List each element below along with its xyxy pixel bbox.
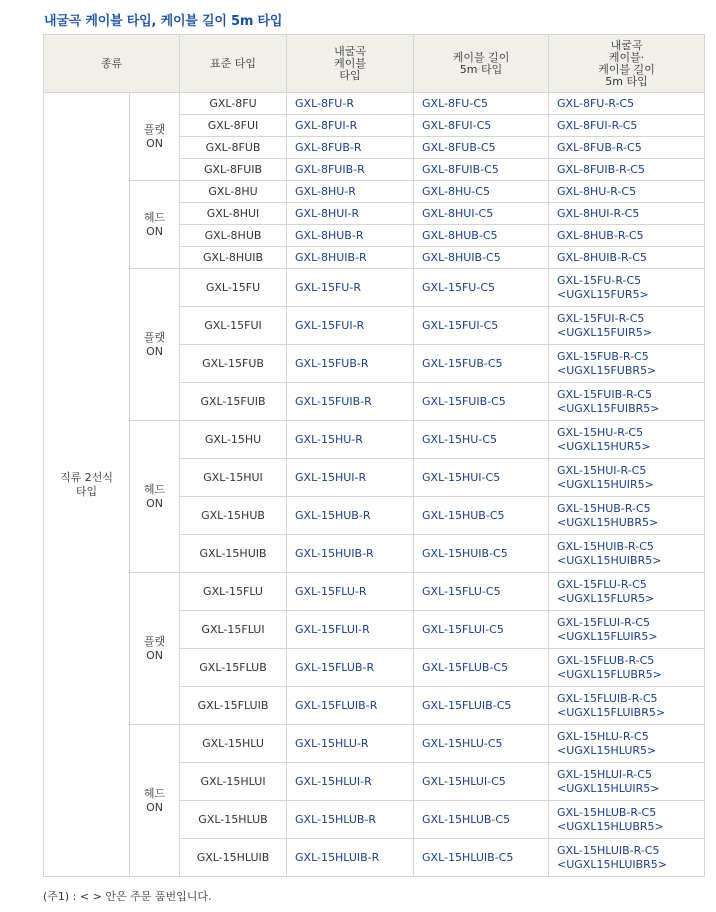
flex-model-cell: GXL-15FLU-R bbox=[287, 573, 414, 611]
order-code: <UGXL15HUBR5> bbox=[557, 515, 659, 529]
flex-model-cell: GXL-8HU-R bbox=[287, 181, 414, 203]
len5-model-cell: GXL-15HLUB-C5 bbox=[414, 801, 549, 839]
len5-model-cell: GXL-15FLUB-C5 bbox=[414, 649, 549, 687]
subgroup-cell: 플랫 ON bbox=[130, 269, 180, 421]
standard-model-cell: GXL-15HLUIB bbox=[180, 839, 287, 877]
flex-model-cell: GXL-8HUI-R bbox=[287, 203, 414, 225]
standard-model-cell: GXL-15FLU bbox=[180, 573, 287, 611]
flex-len5-model-cell: GXL-15HUIB-R-C5 <UGXL15HUIBR5> bbox=[549, 535, 705, 573]
flex-model-cell: GXL-8FUIB-R bbox=[287, 159, 414, 181]
len5-model-cell: GXL-15HU-C5 bbox=[414, 421, 549, 459]
flex-len5-model-cell: GXL-15FLUIB-R-C5 <UGXL15FLUIBR5> bbox=[549, 687, 705, 725]
flex-len5-model-cell: GXL-8FUB-R-C5 bbox=[549, 137, 705, 159]
order-code: <UGXL15FLUIR5> bbox=[557, 629, 658, 643]
table-row bbox=[44, 181, 705, 203]
standard-model-cell: GXL-8HUIB bbox=[180, 247, 287, 269]
order-code: <UGXL15HUIR5> bbox=[557, 477, 654, 491]
flex-len5-model-cell: GXL-15FLUB-R-C5 <UGXL15FLUBR5> bbox=[549, 649, 705, 687]
len5-model-cell: GXL-8FUI-C5 bbox=[414, 115, 549, 137]
len5-model-cell: GXL-8FUIB-C5 bbox=[414, 159, 549, 181]
flex-len5-model-cell: GXL-15FUB-R-C5 <UGXL15FUBR5> bbox=[549, 345, 705, 383]
len5-model-cell: GXL-15HUB-C5 bbox=[414, 497, 549, 535]
len5-model-cell: GXL-8FU-C5 bbox=[414, 93, 549, 115]
standard-model-cell: GXL-15FU bbox=[180, 269, 287, 307]
len5-model-cell: GXL-15HUIB-C5 bbox=[414, 535, 549, 573]
flex-len5-model-cell: GXL-15FLUI-R-C5 <UGXL15FLUIR5> bbox=[549, 611, 705, 649]
model-table bbox=[43, 34, 705, 877]
order-code: <UGXL15HLUIBR5> bbox=[557, 857, 668, 871]
group-cell: 직류 2선식 타입 bbox=[44, 93, 130, 877]
flex-len5-model-cell: GXL-8FUIB-R-C5 bbox=[549, 159, 705, 181]
flex-model-cell: GXL-8HUIB-R bbox=[287, 247, 414, 269]
subgroup-cell: 헤드 ON bbox=[130, 725, 180, 877]
standard-model-cell: GXL-8FUB bbox=[180, 137, 287, 159]
flex-model-cell: GXL-15HUIB-R bbox=[287, 535, 414, 573]
len5-model-cell: GXL-15FUI-C5 bbox=[414, 307, 549, 345]
table-row bbox=[44, 421, 705, 459]
order-code: <UGXL15HLUBR5> bbox=[557, 819, 664, 833]
flex-model-cell: GXL-15HUI-R bbox=[287, 459, 414, 497]
len5-model-cell: GXL-8FUB-C5 bbox=[414, 137, 549, 159]
order-code: <UGXL15FLUR5> bbox=[557, 591, 655, 605]
order-code: <UGXL15HLUIR5> bbox=[557, 781, 660, 795]
standard-model-cell: GXL-15HU bbox=[180, 421, 287, 459]
flex-len5-model-cell: GXL-8HUIB-R-C5 bbox=[549, 247, 705, 269]
order-code: <UGXL15FLUBR5> bbox=[557, 667, 662, 681]
flex-len5-model-cell: GXL-15HUB-R-C5 <UGXL15HUBR5> bbox=[549, 497, 705, 535]
subgroup-cell: 헤드 ON bbox=[130, 421, 180, 573]
flex-model-cell: GXL-15FLUIB-R bbox=[287, 687, 414, 725]
flex-model-cell: GXL-15HLUIB-R bbox=[287, 839, 414, 877]
standard-model-cell: GXL-15FLUB bbox=[180, 649, 287, 687]
standard-model-cell: GXL-8FUIB bbox=[180, 159, 287, 181]
flex-len5-model-cell: GXL-15HLUIB-R-C5 <UGXL15HLUIBR5> bbox=[549, 839, 705, 877]
flex-model-cell: GXL-15HU-R bbox=[287, 421, 414, 459]
flex-len5-model-cell: GXL-15HUI-R-C5 <UGXL15HUIR5> bbox=[549, 459, 705, 497]
flex-model-cell: GXL-8FUB-R bbox=[287, 137, 414, 159]
footnote: (주1) : < > 안은 주문 품번입니다. bbox=[43, 890, 212, 903]
standard-model-cell: GXL-15FUIB bbox=[180, 383, 287, 421]
len5-model-cell: GXL-15FLU-C5 bbox=[414, 573, 549, 611]
order-code: <UGXL15FLUIBR5> bbox=[557, 705, 666, 719]
header-flex-len5: 내굴곡 케이블· 케이블 길이 5m 타입 bbox=[549, 35, 705, 93]
standard-model-cell: GXL-15HUI bbox=[180, 459, 287, 497]
len5-model-cell: GXL-15FU-C5 bbox=[414, 269, 549, 307]
len5-model-cell: GXL-15HLUI-C5 bbox=[414, 763, 549, 801]
standard-model-cell: GXL-15FLUIB bbox=[180, 687, 287, 725]
order-code: <UGXL15FUR5> bbox=[557, 287, 649, 301]
len5-model-cell: GXL-15HUI-C5 bbox=[414, 459, 549, 497]
len5-model-cell: GXL-15HLU-C5 bbox=[414, 725, 549, 763]
standard-model-cell: GXL-8HUI bbox=[180, 203, 287, 225]
len5-model-cell: GXL-8HU-C5 bbox=[414, 181, 549, 203]
standard-model-cell: GXL-8FUI bbox=[180, 115, 287, 137]
standard-model-cell: GXL-15HLU bbox=[180, 725, 287, 763]
order-code: <UGXL15HUIBR5> bbox=[557, 553, 662, 567]
order-code: <UGXL15FUIBR5> bbox=[557, 401, 660, 415]
flex-model-cell: GXL-15HLU-R bbox=[287, 725, 414, 763]
header-flex: 내굴곡 케이블 타입 bbox=[287, 35, 414, 93]
standard-model-cell: GXL-15HLUB bbox=[180, 801, 287, 839]
flex-model-cell: GXL-15FU-R bbox=[287, 269, 414, 307]
flex-len5-model-cell: GXL-8FUI-R-C5 bbox=[549, 115, 705, 137]
subgroup-cell: 플랫 ON bbox=[130, 573, 180, 725]
flex-len5-model-cell: GXL-15HU-R-C5 <UGXL15HUR5> bbox=[549, 421, 705, 459]
subgroup-cell: 헤드 ON bbox=[130, 181, 180, 269]
flex-model-cell: GXL-15FUI-R bbox=[287, 307, 414, 345]
standard-model-cell: GXL-15HLUI bbox=[180, 763, 287, 801]
header-len5: 케이블 길이 5m 타입 bbox=[414, 35, 549, 93]
len5-model-cell: GXL-15HLUIB-C5 bbox=[414, 839, 549, 877]
flex-len5-model-cell: GXL-15HLUI-R-C5 <UGXL15HLUIR5> bbox=[549, 763, 705, 801]
standard-model-cell: GXL-15HUB bbox=[180, 497, 287, 535]
standard-model-cell: GXL-15FUI bbox=[180, 307, 287, 345]
order-code: <UGXL15HLUR5> bbox=[557, 743, 657, 757]
flex-len5-model-cell: GXL-15FU-R-C5 <UGXL15FUR5> bbox=[549, 269, 705, 307]
flex-len5-model-cell: GXL-8HUB-R-C5 bbox=[549, 225, 705, 247]
table-row bbox=[44, 573, 705, 611]
table-body bbox=[44, 93, 705, 877]
len5-model-cell: GXL-15FUB-C5 bbox=[414, 345, 549, 383]
flex-len5-model-cell: GXL-15FLU-R-C5 <UGXL15FLUR5> bbox=[549, 573, 705, 611]
standard-model-cell: GXL-8FU bbox=[180, 93, 287, 115]
standard-model-cell: GXL-15HUIB bbox=[180, 535, 287, 573]
flex-len5-model-cell: GXL-15FUIB-R-C5 <UGXL15FUIBR5> bbox=[549, 383, 705, 421]
table-row bbox=[44, 269, 705, 307]
standard-model-cell: GXL-15FLUI bbox=[180, 611, 287, 649]
len5-model-cell: GXL-8HUI-C5 bbox=[414, 203, 549, 225]
flex-model-cell: GXL-15FUIB-R bbox=[287, 383, 414, 421]
order-code: <UGXL15FUIR5> bbox=[557, 325, 652, 339]
header-standard: 표준 타입 bbox=[180, 35, 287, 93]
page-title: 내굴곡 케이블 타입, 케이블 길이 5m 타입 bbox=[44, 14, 283, 29]
flex-len5-model-cell: GXL-15HLU-R-C5 <UGXL15HLUR5> bbox=[549, 725, 705, 763]
flex-len5-model-cell: GXL-8FU-R-C5 bbox=[549, 93, 705, 115]
len5-model-cell: GXL-15FUIB-C5 bbox=[414, 383, 549, 421]
flex-len5-model-cell: GXL-8HU-R-C5 bbox=[549, 181, 705, 203]
subgroup-cell: 플랫 ON bbox=[130, 93, 180, 181]
flex-model-cell: GXL-15HUB-R bbox=[287, 497, 414, 535]
flex-model-cell: GXL-15HLUI-R bbox=[287, 763, 414, 801]
table-row bbox=[44, 93, 705, 115]
flex-model-cell: GXL-8FUI-R bbox=[287, 115, 414, 137]
header-row bbox=[44, 35, 705, 93]
flex-len5-model-cell: GXL-8HUI-R-C5 bbox=[549, 203, 705, 225]
len5-model-cell: GXL-15FLUIB-C5 bbox=[414, 687, 549, 725]
flex-model-cell: GXL-15FLUB-R bbox=[287, 649, 414, 687]
standard-model-cell: GXL-8HU bbox=[180, 181, 287, 203]
standard-model-cell: GXL-8HUB bbox=[180, 225, 287, 247]
len5-model-cell: GXL-8HUB-C5 bbox=[414, 225, 549, 247]
flex-model-cell: GXL-8HUB-R bbox=[287, 225, 414, 247]
standard-model-cell: GXL-15FUB bbox=[180, 345, 287, 383]
header-kind: 종류 bbox=[44, 35, 180, 93]
table-row bbox=[44, 725, 705, 763]
order-code: <UGXL15FUBR5> bbox=[557, 363, 657, 377]
flex-model-cell: GXL-15HLUB-R bbox=[287, 801, 414, 839]
flex-model-cell: GXL-8FU-R bbox=[287, 93, 414, 115]
flex-model-cell: GXL-15FUB-R bbox=[287, 345, 414, 383]
len5-model-cell: GXL-15FLUI-C5 bbox=[414, 611, 549, 649]
len5-model-cell: GXL-8HUIB-C5 bbox=[414, 247, 549, 269]
order-code: <UGXL15HUR5> bbox=[557, 439, 651, 453]
flex-len5-model-cell: GXL-15HLUB-R-C5 <UGXL15HLUBR5> bbox=[549, 801, 705, 839]
flex-len5-model-cell: GXL-15FUI-R-C5 <UGXL15FUIR5> bbox=[549, 307, 705, 345]
flex-model-cell: GXL-15FLUI-R bbox=[287, 611, 414, 649]
